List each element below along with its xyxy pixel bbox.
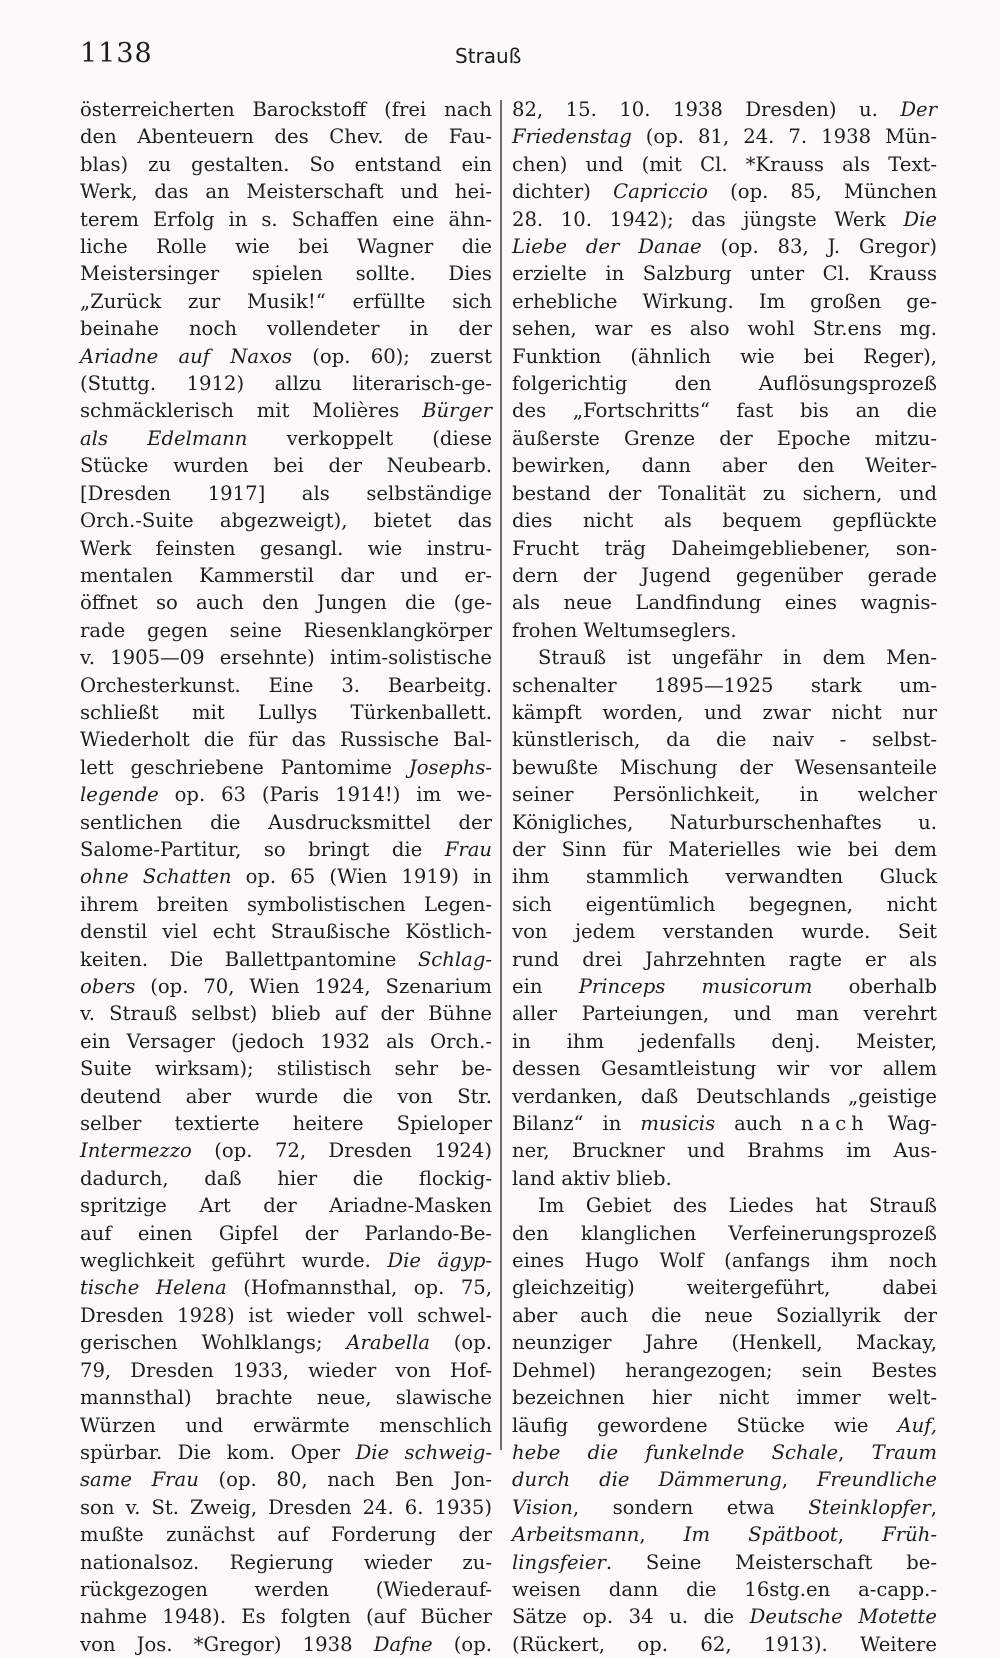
text-line: weglichkeit geführt wurde. Die ägyp- (80, 1249, 492, 1273)
text-line: den klanglichen Verfeinerungsprozeß (512, 1221, 937, 1245)
text-line: des „Fortschritts“ fast bis an die (512, 399, 937, 423)
text-line: Intermezzo (op. 72, Dresden 1924) (80, 1139, 492, 1163)
text-line: ein Versager (jedoch 1932 als Orch.- (80, 1029, 492, 1053)
text-line: frohen Weltumseglers. (512, 618, 737, 642)
text-line: schenalter 1895—1925 stark um- (512, 673, 937, 697)
text-line: Ariadne auf Naxos (op. 60); zuerst (80, 344, 492, 368)
text-line: 79, Dresden 1933, wieder von Hof- (80, 1358, 492, 1382)
text-line: terem Erfolg in s. Schaffen eine ähn- (80, 207, 492, 231)
text-line: Werk, das an Meisterschaft und hei- (80, 180, 492, 204)
text-line: v. Strauß selbst) blieb auf der Bühne (80, 1002, 492, 1026)
text-line: lett geschriebene Pantomime Josephs- (80, 755, 492, 779)
text-line: aber auch die neue Soziallyrik der (512, 1303, 937, 1327)
text-line: denstil viel echt Straußische Köstlich- (80, 920, 492, 944)
text-line: Friedenstag (op. 81, 24. 7. 1938 Mün- (512, 125, 937, 149)
text-line: same Frau (op. 80, nach Ben Jon- (80, 1468, 492, 1492)
text-line: dichter) Capriccio (op. 85, München (512, 180, 937, 204)
text-line: in ihm jedenfalls denj. Meister, (512, 1029, 937, 1053)
text-line: legende op. 63 (Paris 1914!) im we- (80, 783, 492, 807)
text-line: Dehmel) herangezogen; sein Bestes (512, 1358, 937, 1382)
text-line: rückgezogen werden (Wiederauf- (80, 1577, 492, 1601)
text-line: gleichzeitig) weitergeführt, dabei (512, 1276, 937, 1300)
text-line: dessen Gesamtleistung wir vor allem (512, 1057, 937, 1081)
text-line: erhebliche Wirkung. Im großen ge- (512, 289, 937, 313)
text-line: Liebe der Danae (op. 83, J. Gregor) (512, 235, 938, 259)
text-line: land aktiv blieb. (512, 1166, 672, 1190)
text-line: tische Helena (Hofmannsthal, op. 75, (80, 1276, 492, 1300)
text-line: schmäcklerisch mit Molières Bürger (80, 399, 492, 423)
text-line: rade gegen seine Riesenklangkörper (80, 618, 492, 642)
text-line: rund drei Jahrzehnten ragte er als (512, 947, 937, 971)
text-line: keiten. Die Ballettpantomine Schlag- (80, 947, 492, 971)
text-line: 82, 15. 10. 1938 Dresden) u. Der (512, 98, 937, 121)
text-line: den Abenteuern des Chev. de Fau- (80, 125, 492, 149)
text-line: neunziger Jahre (Henkell, Mackay, (512, 1331, 937, 1355)
text-line: bezeichnen hier nicht immer welt- (512, 1386, 937, 1410)
text-line: lingsfeier. Seine Meisterschaft be- (512, 1550, 937, 1574)
text-line: v. 1905—09 ersehnte) intim-solistische (80, 646, 492, 670)
text-line: (Stuttg. 1912) allzu literarisch-ge- (80, 372, 492, 396)
text-line: Stücke wurden bei der Neubearb. (80, 454, 492, 478)
text-line: Bilanz“ in musicis auch nach Wag- (512, 1112, 937, 1136)
text-line: verdanken, daß Deutschlands „geistige (512, 1084, 937, 1108)
text-line: mannsthal) brachte neue, slawische (80, 1386, 492, 1410)
text-line: gerischen Wohlklangs; Arabella (op. (80, 1331, 492, 1355)
text-line: Orch.-Suite abgezweigt), bietet das (80, 509, 492, 533)
text-line: sehen, war es also wohl Str.ens mg. (512, 317, 937, 341)
text-line: von jedem verstanden wurde. Seit (512, 920, 937, 944)
text-line: blas) zu gestalten. So entstand ein (80, 152, 492, 176)
text-line: beinahe noch vollendeter in der (80, 317, 492, 341)
text-line: hebe die funkelnde Schale, Traum (512, 1440, 937, 1464)
text-line: der Sinn für Materielles wie bei dem (512, 837, 937, 861)
text-line: ohne Schatten op. 65 (Wien 1919) in (80, 865, 492, 889)
text-line: auf einen Gipfel der Parlando-Be- (80, 1221, 492, 1245)
text-line: als Edelmann verkoppelt (diese (80, 426, 492, 450)
text-line: Orchesterkunst. Eine 3. Bearbeitg. (80, 673, 492, 697)
text-line: Strauß ist ungefähr in dem Men- (538, 646, 937, 670)
text-line: ein Princeps musicorum oberhalb (512, 975, 937, 998)
text-line: dadurch, daß hier die flockig- (80, 1166, 492, 1190)
text-line: (Rückert, op. 62, 1913). Weitere (512, 1632, 937, 1656)
text-line: Funktion (ähnlich wie bei Reger), (512, 344, 937, 368)
right-column (512, 96, 937, 1658)
text-line: Frucht träg Daheimgebliebener, son- (512, 536, 937, 560)
text-line: künstlerisch, da die naiv - selbst- (512, 728, 937, 752)
text-line: öffnet so auch den Jungen die (ge- (80, 591, 492, 615)
text-line: spürbar. Die kom. Oper Die schweig- (80, 1440, 493, 1464)
text-line: Vision, sondern etwa Steinklopfer, (512, 1495, 937, 1519)
text-line: sentlichen die Ausdrucksmittel der (80, 810, 492, 834)
text-line: bewußte Mischung der Wesensanteile (512, 755, 937, 779)
text-line: Königliches, Naturburschenhaftes u. (512, 810, 937, 834)
text-line: obers (op. 70, Wien 1924, Szenarium (80, 975, 492, 998)
text-line: weisen dann die 16stg.en a-capp.- (512, 1577, 937, 1601)
text-line: ihrem breiten symbolistischen Legen- (80, 892, 492, 916)
text-line: Sätze op. 34 u. die Deutsche Motette (512, 1605, 937, 1629)
text-line: nahme 1948). Es folgten (auf Bücher (80, 1605, 492, 1629)
text-line: Arbeitsmann, Im Spätboot, Früh- (512, 1523, 937, 1547)
text-line: von Jos. *Gregor) 1938 Dafne (op. (80, 1632, 492, 1656)
text-line: ner, Bruckner und Brahms im Aus- (512, 1139, 937, 1163)
text-line: Werk feinsten gesangl. wie instru- (80, 536, 492, 560)
text-line: dern der Jugend gegenüber gerade (512, 563, 937, 587)
text-line: Suite wirksam); stilistisch sehr be- (80, 1057, 492, 1081)
text-line: [Dresden 1917] als selbständige (80, 481, 492, 505)
page-number: 1138 (80, 38, 153, 69)
text-line: folgerichtig den Auflösungsprozeß (512, 372, 937, 396)
text-line: Dresden 1928) ist wieder voll schwel- (80, 1303, 492, 1327)
column-rule (500, 100, 502, 1450)
text-line: spritzige Art der Ariadne-Masken (80, 1194, 492, 1218)
text-line: bewirken, dann aber den Weiter- (512, 454, 937, 478)
text-line: sich eigentümlich begegnen, nicht (512, 892, 937, 916)
text-line: Salome-Partitur, so bringt die Frau (80, 837, 492, 861)
text-line: selber textierte heitere Spieloper (80, 1112, 492, 1136)
text-line: äußerste Grenze der Epoche mitzu- (512, 426, 937, 450)
text-line: 28. 10. 1942); das jüngste Werk Die (512, 207, 937, 231)
text-line: kämpft worden, und zwar nicht nur (512, 700, 937, 724)
text-line: Wiederholt die für das Russische Bal- (80, 728, 492, 752)
text-line: dies nicht als bequem gepflückte (512, 509, 937, 533)
text-line: durch die Dämmerung, Freundliche (512, 1468, 937, 1492)
text-line: deutend aber wurde die von Str. (80, 1084, 492, 1108)
text-line: eines Hugo Wolf (anfangs ihm noch (512, 1249, 937, 1273)
text-line: liche Rolle wie bei Wagner die (80, 235, 492, 259)
text-line: mentalen Kammerstil dar und er- (80, 563, 492, 587)
text-line: chen) und (mit Cl. *Krauss als Text- (512, 152, 937, 176)
text-line: „Zurück zur Musik!“ erfüllte sich (80, 289, 492, 313)
text-line: seiner Persönlichkeit, in welcher (512, 783, 937, 807)
text-line: Meistersinger spielen sollte. Dies (80, 262, 492, 286)
text-line: als neue Landfindung eines wagnis- (512, 591, 937, 615)
text-line: mußte zunächst auf Forderung der (80, 1523, 492, 1547)
left-column (80, 96, 492, 1658)
text-line: Würzen und erwärmte menschlich (80, 1413, 492, 1437)
text-line: nationalsoz. Regierung wieder zu- (80, 1550, 492, 1574)
text-line: läufig gewordene Stücke wie Auf, (512, 1413, 937, 1437)
text-line: erzielte in Salzburg unter Cl. Krauss (512, 262, 937, 286)
text-line: Im Gebiet des Liedes hat Strauß (538, 1194, 937, 1218)
text-line: aller Parteiungen, und man verehrt (512, 1002, 937, 1026)
text-line: österreicherten Barockstoff (frei nach (80, 98, 492, 121)
text-line: bestand der Tonalität zu sichern, und (512, 481, 937, 505)
text-line: ihm stammlich verwandten Gluck (512, 865, 937, 889)
text-line: schließt mit Lullys Türkenballett. (80, 700, 492, 724)
running-title: Strauß (455, 44, 522, 68)
text-line: son v. St. Zweig, Dresden 24. 6. 1935) (80, 1495, 492, 1519)
